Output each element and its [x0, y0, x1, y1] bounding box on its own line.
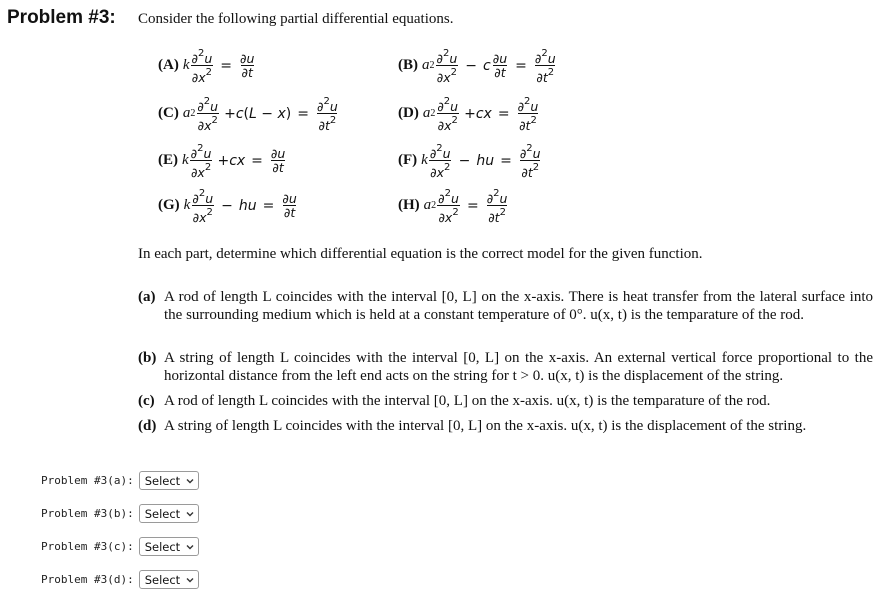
part-label: (d)	[138, 418, 157, 434]
equation-h-label: (H)	[398, 197, 420, 213]
answer-row-b	[41, 504, 199, 523]
part-text: A string of length L coincides with the interval [0, L] on the x-axis. An external vertical force proportional to the horizontal distance from the left end acts on the string for t > 0. u(x, t) is the displacement of the string.	[164, 350, 873, 384]
equation-a-label: (A)	[158, 57, 179, 73]
part-c	[138, 393, 873, 411]
equation-h: (H) a 2 $\frac{\partial^2u}{\partial x^2}$ = $\frac{\partial^2u}{\partial t^2}$	[398, 188, 508, 225]
equation-f: (F) k $\frac{\partial^2u}{\partial x^2}$ − hu = $\frac{\partial^2u}{\partial t^2}$	[398, 143, 541, 180]
answer-row-a	[41, 471, 199, 490]
equation-c: (C) a 2 $\frac{\partial^2u}{\partial x^2}$ +c(L − x) = $\frac{\partial^2u}{\partial t^2}$	[158, 96, 338, 133]
chevron-down-icon	[186, 543, 194, 551]
answer-d-select[interactable]	[139, 570, 199, 589]
select-value: Select	[144, 572, 181, 587]
answer-b-select[interactable]	[139, 504, 199, 523]
part-text: A rod of length L coincides with the interval [0, L] on the x-axis. There is heat transfer from the lateral surface into the surrounding medium which is held at a constant temperature of 0°. u(x, t) is the temparature of the rod.	[164, 289, 873, 323]
select-value: Select	[144, 506, 181, 521]
equation-c-label: (C)	[158, 105, 179, 121]
equation-d: (D) a 2 $\frac{\partial^2u}{\partial x^2}$ +cx = $\frac{\partial^2u}{\partial t^2}$	[398, 96, 539, 133]
part-label: (b)	[138, 350, 157, 366]
problem-intro: Consider the following partial differential equations.	[138, 11, 454, 27]
equation-e: (E) k $\frac{\partial^2u}{\partial x^2}$ +cx = $\frac{\partial u}{\partial t}$	[158, 143, 286, 180]
select-value: Select	[144, 539, 181, 554]
chevron-down-icon	[186, 510, 194, 518]
equation-b-label: (B)	[398, 57, 418, 73]
answer-label: Problem #3(d):	[41, 573, 134, 586]
part-b	[138, 350, 873, 385]
answer-c-select[interactable]	[139, 537, 199, 556]
answer-row-c	[41, 537, 199, 556]
part-label: (a)	[138, 289, 156, 305]
chevron-down-icon	[186, 477, 194, 485]
equation-g-label: (G)	[158, 197, 180, 213]
instruction-text: In each part, determine which differential equation is the correct model for the given function.	[138, 246, 703, 262]
part-text: A string of length L coincides with the interval [0, L] on the x-axis. u(x, t) is the displacement of the string.	[164, 418, 807, 434]
equation-d-label: (D)	[398, 105, 419, 121]
equation-f-label: (F)	[398, 152, 418, 168]
select-value: Select	[144, 473, 181, 488]
answer-label: Problem #3(b):	[41, 507, 134, 520]
equation-b: (B) a 2 $\frac{\partial^2u}{\partial x^2}$ − c $\frac{\partial u}{\partial t}$ = $\frac{\partial^2u}{\partial t^2}$	[398, 48, 556, 85]
equation-a: (A) k $\frac{\partial^2u}{\partial x^2}$ = $\frac{\partial u}{\partial t}$	[158, 48, 255, 85]
part-label: (c)	[138, 393, 155, 409]
equation-g: (G) k $\frac{\partial^2u}{\partial x^2}$ − hu = $\frac{\partial u}{\partial t}$	[158, 188, 297, 225]
answer-a-select[interactable]	[139, 471, 199, 490]
answer-label: Problem #3(c):	[41, 540, 134, 553]
part-text: A rod of length L coincides with the interval [0, L] on the x-axis. u(x, t) is the temparature of the rod.	[164, 393, 771, 409]
problem-title: Problem #3:	[7, 7, 116, 28]
equation-e-label: (E)	[158, 152, 178, 168]
answer-label: Problem #3(a):	[41, 474, 134, 487]
part-a	[138, 289, 873, 324]
answer-row-d	[41, 570, 199, 589]
part-d	[138, 418, 873, 436]
chevron-down-icon	[186, 576, 194, 584]
